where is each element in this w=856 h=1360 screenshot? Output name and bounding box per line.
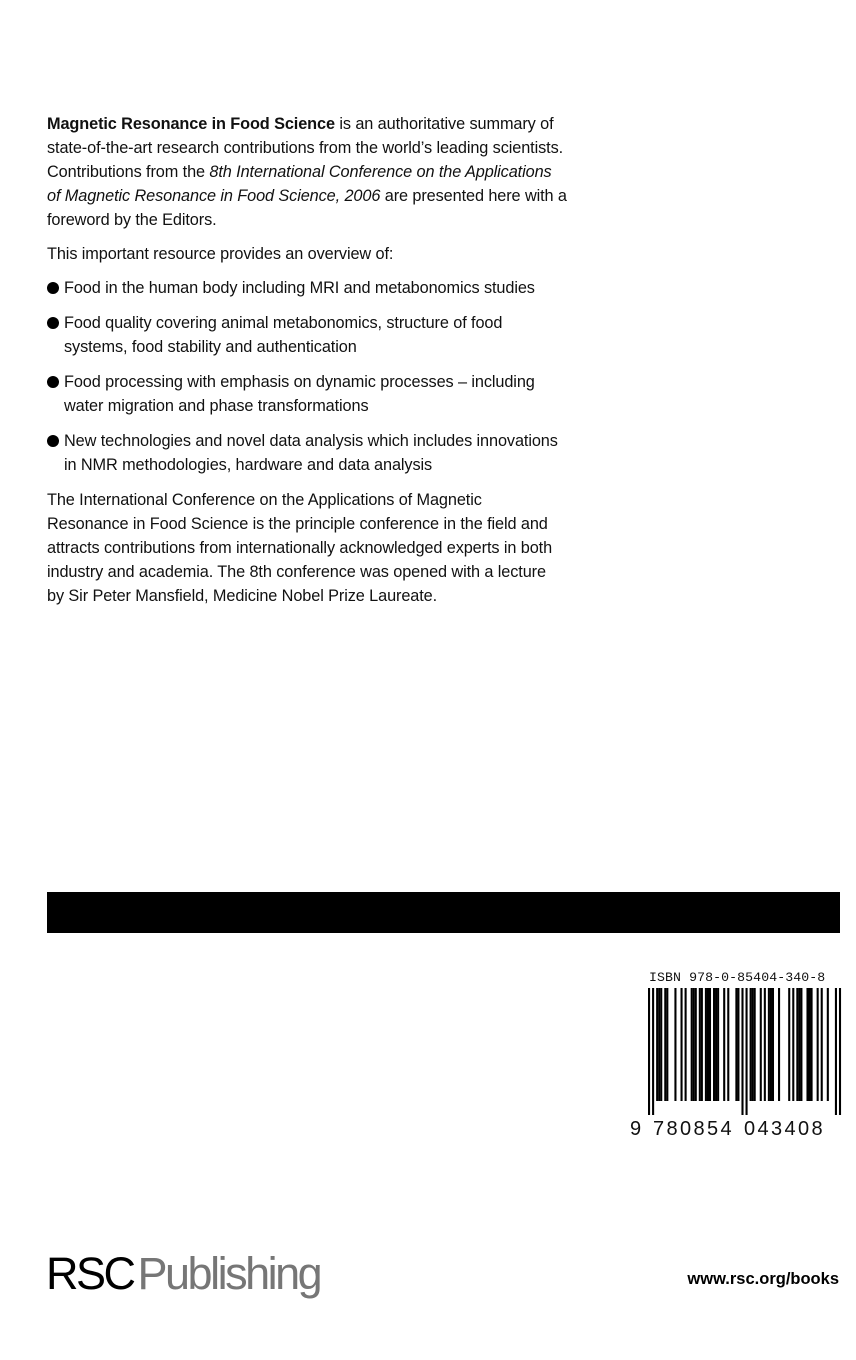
overview-intro: This important resource provides an overview of: (47, 245, 394, 263)
publisher-url[interactable]: www.rsc.org/books (687, 1270, 839, 1288)
barcode-digit: 3 (771, 1118, 783, 1140)
barcode-bar (660, 988, 662, 1101)
barcode-bar (817, 988, 819, 1101)
barcode-bar (699, 988, 701, 1101)
barcode-digit: 8 (666, 1118, 678, 1140)
list-item (47, 311, 567, 359)
barcode-digit: 4 (757, 1118, 769, 1140)
logo-rsc: RSC (46, 1248, 134, 1299)
barcode-digit: 0 (744, 1118, 756, 1140)
barcode-bar (693, 988, 695, 1101)
barcode-bar (768, 988, 770, 1101)
logo-publishing: Publishing (137, 1248, 321, 1299)
barcode-bar (701, 988, 703, 1101)
barcode-bars (628, 988, 842, 1115)
barcode-bar (750, 988, 752, 1101)
barcode-bar (772, 988, 774, 1101)
barcode-bar (821, 988, 823, 1101)
barcode-bar (695, 988, 697, 1101)
lead-text-1: is an authoritative summary of state-of-the-art research contributions from the world’s leading scientists. Contributions from the (47, 115, 564, 181)
description-text (47, 112, 567, 618)
barcode-bar (827, 988, 829, 1101)
barcode-bar (808, 988, 810, 1101)
overview-list (47, 276, 567, 477)
barcode-bar (737, 988, 739, 1101)
barcode-bar (735, 988, 737, 1101)
list-item (47, 429, 567, 477)
bullet-icon (47, 435, 59, 447)
barcode-bar (754, 988, 756, 1101)
barcode-guard-bar (652, 988, 654, 1115)
barcode-bar (788, 988, 790, 1101)
barcode-bar (806, 988, 808, 1101)
list-item (47, 370, 567, 418)
list-item-text: Food quality covering animal metabonomics, structure of food systems, food stability and authentication (64, 314, 503, 356)
barcode-bar (811, 988, 813, 1101)
barcode-digit-lead: 9 (630, 1118, 642, 1140)
barcode-bar (796, 988, 798, 1101)
barcode-bar (707, 988, 709, 1101)
barcode-digit: 8 (811, 1118, 823, 1140)
decorative-band (47, 892, 840, 933)
barcode-digit: 5 (707, 1118, 719, 1140)
barcode-bar (764, 988, 766, 1101)
closing-paragraph: The International Conference on the Applications of Magnetic Resonance in Food Science is the principle conference in the field and attracts contributions from internationally acknowledged experts in both industry and academia. The 8th conference was opened with a lecture by Sir Peter Mansfield, Medicine Nobel Prize Laureate. (47, 491, 553, 605)
barcode-guard-bar (648, 988, 650, 1115)
barcode-bar (723, 988, 725, 1101)
barcode-digit: 0 (798, 1118, 810, 1140)
lead-text-2: are presented here with a foreword by the Editors. (47, 187, 567, 229)
barcode-bar (770, 988, 772, 1101)
isbn-barcode (628, 970, 842, 1145)
barcode-digits (628, 1117, 842, 1145)
barcode-digit: 4 (784, 1118, 796, 1140)
bullet-icon (47, 317, 59, 329)
barcode-guard-bar (741, 988, 743, 1115)
list-item (47, 276, 567, 300)
book-title: Magnetic Resonance in Food Science (47, 115, 335, 133)
list-item-text: Food processing with emphasis on dynamic processes – including water migration and phase transformations (64, 373, 535, 415)
list-item-text: Food in the human body including MRI and metabonomics studies (64, 279, 535, 297)
barcode-bar (658, 988, 660, 1101)
barcode-digit: 8 (693, 1118, 705, 1140)
barcode-bar (715, 988, 717, 1101)
barcode-digit: 0 (680, 1118, 692, 1140)
barcode-bar (713, 988, 715, 1101)
barcode-bar (798, 988, 800, 1101)
barcode-bar (664, 988, 666, 1101)
lead-paragraph (47, 112, 567, 232)
barcode-bar (656, 988, 658, 1101)
list-item-text: New technologies and novel data analysis which includes innovations in NMR methodologies, hardware and data analysis (64, 432, 558, 474)
barcode-bar (752, 988, 754, 1101)
barcode-digit: 7 (653, 1118, 665, 1140)
barcode-digit: 4 (720, 1118, 732, 1140)
barcode-bar (792, 988, 794, 1101)
barcode-bar (705, 988, 707, 1101)
bullet-icon (47, 376, 59, 388)
rsc-publishing-logo (46, 1246, 320, 1302)
barcode-bar (800, 988, 802, 1101)
barcode-bar (685, 988, 687, 1101)
barcode-bar (691, 988, 693, 1101)
barcode-guard-bar (835, 988, 837, 1115)
barcode-bar (760, 988, 762, 1101)
barcode-bar (727, 988, 729, 1101)
barcode-bar (681, 988, 683, 1101)
barcode-bar (778, 988, 780, 1101)
barcode-guard-bar (746, 988, 748, 1115)
barcode-bar (709, 988, 711, 1101)
conference-name: 8th International Conference on the Applications of Magnetic Resonance in Food Science, 2006 (47, 163, 552, 205)
barcode-bar (666, 988, 668, 1101)
bullet-icon (47, 282, 59, 294)
barcode-guard-bar (839, 988, 841, 1115)
isbn-label: ISBN 978-0-85404-340-8 (649, 970, 826, 985)
barcode-bar (674, 988, 676, 1101)
barcode-bar (717, 988, 719, 1101)
